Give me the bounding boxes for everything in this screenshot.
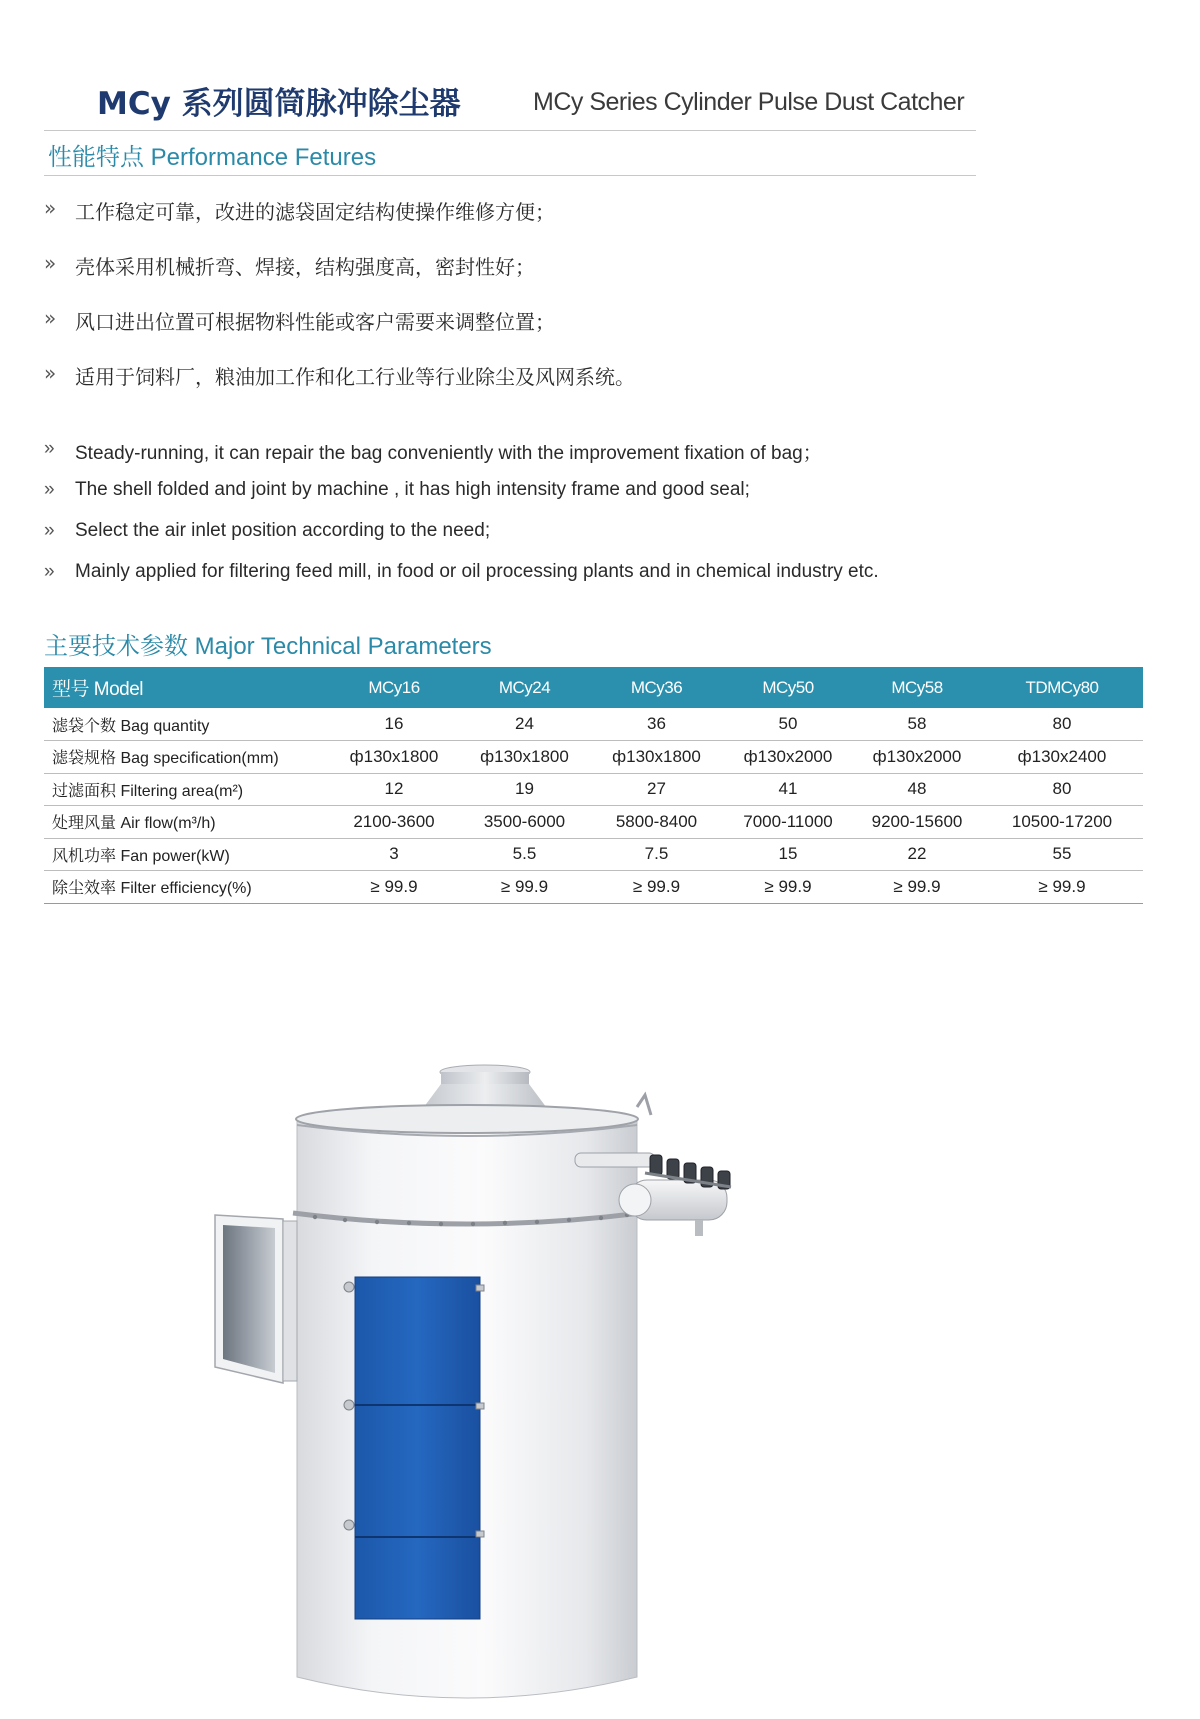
table-cell: 41	[723, 773, 853, 806]
table-cell: 55	[981, 838, 1143, 871]
table-cell: ≥ 99.9	[329, 871, 459, 904]
divider	[44, 130, 976, 131]
inlet-duct-opening	[223, 1225, 275, 1373]
table-cell: 3500-6000	[459, 806, 590, 839]
table-cell: ф130x2000	[853, 741, 981, 774]
table-cell: ≥ 99.9	[981, 871, 1143, 904]
bullet-chevron-icon: »	[44, 361, 57, 385]
table-cell: 58	[853, 708, 981, 741]
features-list-english	[44, 438, 1144, 602]
table-cell: 19	[459, 773, 590, 806]
table-cell: 16	[329, 708, 459, 741]
parameters-table	[44, 667, 1143, 904]
table-cell: 24	[459, 708, 590, 741]
title-english: MCy Series Cylinder Pulse Dust Catcher	[533, 88, 965, 116]
table-cell: 50	[723, 708, 853, 741]
bullet-chevron-icon: »	[44, 479, 55, 500]
table-row	[44, 741, 1143, 774]
table-cell: ≥ 99.9	[853, 871, 981, 904]
list-item: » The shell folded and joint by machine , it has high intensity frame and good seal;	[44, 479, 750, 500]
tank-end-cap	[619, 1184, 651, 1216]
bullet-chevron-icon: »	[44, 196, 57, 220]
bullet-chevron-icon: »	[44, 438, 55, 459]
table-cell: ф130x1800	[590, 741, 723, 774]
support-bracket	[637, 1095, 651, 1115]
title-chinese: MCy 系列圆筒脉冲除尘器	[97, 86, 461, 122]
table-cell: 10500-17200	[981, 806, 1143, 839]
tank-leg	[695, 1220, 703, 1236]
table-cell: ф130x2000	[723, 741, 853, 774]
table-cell: 5.5	[459, 838, 590, 871]
list-item: » 壳体采用机械折弯、焊接，结构强度高，密封性好；	[44, 251, 535, 279]
list-item: » Select the air inlet position according to the need;	[44, 520, 491, 541]
row-label: 过滤面积 Filtering area(m²)	[44, 773, 329, 806]
column-header: MCy36	[590, 667, 723, 708]
row-label: 风机功率 Fan power(kW)	[44, 838, 329, 871]
table-cell: 9200-15600	[853, 806, 981, 839]
table-cell: ф130x1800	[459, 741, 590, 774]
table-cell: 48	[853, 773, 981, 806]
outlet-neck	[441, 1072, 529, 1084]
table-cell: 7000-11000	[723, 806, 853, 839]
table-cell: 36	[590, 708, 723, 741]
product-image	[205, 1055, 805, 1719]
list-item: » Steady-running, it can repair the bag conveniently with the improvement fixation of bag；	[44, 438, 822, 464]
table-cell: 80	[981, 708, 1143, 741]
table-row	[44, 838, 1143, 871]
top-rim	[296, 1105, 638, 1133]
table-row	[44, 708, 1143, 741]
column-header: MCy24	[459, 667, 590, 708]
features-heading: 性能特点 Performance Fetures	[48, 144, 377, 171]
page-header	[0, 0, 1200, 171]
list-item: » Mainly applied for filtering feed mill, in food or oil processing plants and in chemical industry etc.	[44, 561, 879, 582]
table-cell: 80	[981, 773, 1143, 806]
table-cell: ≥ 99.9	[459, 871, 590, 904]
table-cell: 2100-3600	[329, 806, 459, 839]
bullet-chevron-icon: »	[44, 520, 55, 541]
list-item: » 适用于饲料厂，粮油加工作和化工行业等行业除尘及风网系统。	[44, 361, 635, 389]
table-cell: ф130x2400	[981, 741, 1143, 774]
table-cell: 12	[329, 773, 459, 806]
row-label: 滤袋个数 Bag quantity	[44, 708, 329, 741]
table-cell: 7.5	[590, 838, 723, 871]
parameters-heading: 主要技术参数 Major Technical Parameters	[44, 633, 492, 660]
table-cell: ≥ 99.9	[590, 871, 723, 904]
list-item: » 风口进出位置可根据物料性能或客户需要来调整位置；	[44, 306, 555, 334]
features-list-chinese	[44, 196, 1044, 416]
table-cell: 3	[329, 838, 459, 871]
column-header: 型号 Model	[44, 667, 329, 708]
air-pipe	[575, 1153, 655, 1167]
inlet-duct-side	[283, 1221, 297, 1381]
row-label: 滤袋规格 Bag specification(mm)	[44, 741, 329, 774]
column-header: MCy58	[853, 667, 981, 708]
table-cell: 15	[723, 838, 853, 871]
row-label: 除尘效率 Filter efficiency(%)	[44, 871, 329, 904]
table-cell: 5800-8400	[590, 806, 723, 839]
access-door	[355, 1277, 480, 1619]
table-cell: ф130x1800	[329, 741, 459, 774]
table-row	[44, 806, 1143, 839]
table-row	[44, 773, 1143, 806]
column-header: TDMCy80	[981, 667, 1143, 708]
divider	[44, 175, 976, 176]
table-cell: ≥ 99.9	[723, 871, 853, 904]
table-row	[44, 871, 1143, 904]
bullet-chevron-icon: »	[44, 561, 55, 582]
row-label: 处理风量 Air flow(m³/h)	[44, 806, 329, 839]
table-cell: 22	[853, 838, 981, 871]
column-header: MCy50	[723, 667, 853, 708]
table-header-row	[44, 667, 1143, 708]
list-item: » 工作稳定可靠，改进的滤袋固定结构使操作维修方便；	[44, 196, 555, 224]
bullet-chevron-icon: »	[44, 306, 57, 330]
column-header: MCy16	[329, 667, 459, 708]
bullet-chevron-icon: »	[44, 251, 57, 275]
table-cell: 27	[590, 773, 723, 806]
